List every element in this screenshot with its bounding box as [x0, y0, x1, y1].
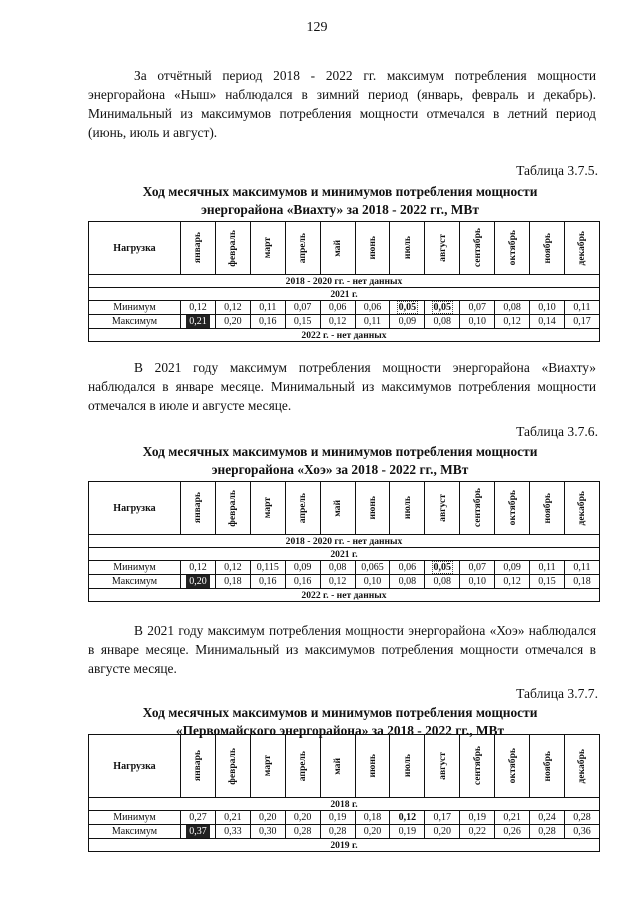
- value-cell: 0,07: [460, 301, 495, 315]
- value-cell: 0,22: [460, 825, 495, 839]
- value-cell: 0,09: [495, 561, 530, 575]
- table-label: Таблица 3.7.6.: [516, 424, 598, 439]
- month-header: август: [425, 735, 460, 798]
- value-cell: 0,08: [425, 315, 460, 329]
- month-header: март: [250, 735, 285, 798]
- value-cell: 0,12: [215, 301, 250, 315]
- load-header: Нагрузка: [89, 222, 181, 275]
- value-cell: 0,19: [390, 825, 425, 839]
- month-header: ноябрь: [530, 482, 565, 535]
- row-label-min: Минимум: [89, 561, 181, 575]
- load-header: Нагрузка: [89, 482, 181, 535]
- value-cell: 0,24: [530, 811, 565, 825]
- value-cell: 0,20: [250, 811, 285, 825]
- value-cell: 0,05: [425, 301, 460, 315]
- value-cell: 0,05: [390, 301, 425, 315]
- value-cell: 0,115: [250, 561, 285, 575]
- value-cell: 0,08: [425, 575, 460, 589]
- row-label-max: Максимум: [89, 825, 181, 839]
- month-header: январь: [181, 482, 216, 535]
- value-cell: 0,10: [460, 315, 495, 329]
- value-cell: 0,08: [495, 301, 530, 315]
- value-cell: 0,20: [215, 315, 250, 329]
- value-cell: 0,12: [181, 301, 216, 315]
- month-header: ноябрь: [530, 735, 565, 798]
- row-label-min: Минимум: [89, 811, 181, 825]
- value-cell: 0,27: [181, 811, 216, 825]
- value-cell: 0,26: [495, 825, 530, 839]
- value-cell: 0,36: [564, 825, 599, 839]
- table-pervomaisky: [88, 734, 600, 852]
- value-cell: 0,28: [285, 825, 320, 839]
- value-cell: 0,28: [564, 811, 599, 825]
- month-header: июнь: [355, 735, 390, 798]
- month-header: октябрь: [495, 735, 530, 798]
- value-cell: 0,06: [390, 561, 425, 575]
- month-header: июнь: [355, 222, 390, 275]
- value-cell: 0,12: [320, 315, 355, 329]
- value-cell: 0,07: [285, 301, 320, 315]
- value-cell: 0,20: [181, 575, 216, 589]
- table-row: [89, 561, 600, 575]
- table-label: Таблица 3.7.7.: [516, 686, 598, 701]
- table-viakhtu: [88, 221, 600, 342]
- section-row: 2018 - 2020 гг. - нет данных: [89, 275, 600, 288]
- table-header-row: [89, 735, 600, 798]
- month-header: август: [425, 482, 460, 535]
- value-cell: 0,17: [425, 811, 460, 825]
- section-row: 2021 г.: [89, 548, 600, 561]
- table-caption: [60, 183, 620, 219]
- value-cell: 0,10: [355, 575, 390, 589]
- value-cell: 0,11: [355, 315, 390, 329]
- value-cell: 0,28: [530, 825, 565, 839]
- value-cell: 0,15: [530, 575, 565, 589]
- paragraph-nysh: За отчётный период 2018 - 2022 гг. максимум потребления мощности энергорайона «Ныш» наблюдался в зимний период (январь, февраль и декабрь). Минимальный из максимумов потребления мощности отмечался в летний период (июнь, июль и август).: [88, 68, 596, 140]
- value-cell: 0,16: [250, 315, 285, 329]
- value-cell: 0,10: [530, 301, 565, 315]
- value-cell: 0,09: [390, 315, 425, 329]
- month-header: октябрь: [495, 222, 530, 275]
- month-header: июль: [390, 482, 425, 535]
- caption-line: Ход месячных максимумов и минимумов потребления мощности: [142, 705, 538, 720]
- month-header: декабрь: [564, 482, 599, 535]
- value-cell: 0,11: [564, 301, 599, 315]
- value-cell: 0,11: [564, 561, 599, 575]
- month-header: апрель: [285, 482, 320, 535]
- month-header: декабрь: [564, 735, 599, 798]
- value-cell: 0,30: [250, 825, 285, 839]
- page-number: 129: [306, 20, 328, 35]
- value-cell: 0,06: [355, 301, 390, 315]
- paragraph-khoe: В 2021 году максимум потребления мощности энергорайона «Хоэ» наблюдался в январе месяце. Минимальный из максимумов потребления мощности отмечался в августе месяце.: [88, 623, 596, 676]
- caption-line: энергорайона «Виахту» за 2018 - 2022 гг., МВт: [201, 202, 479, 217]
- month-header: февраль: [215, 735, 250, 798]
- value-cell: 0,21: [215, 811, 250, 825]
- value-cell: 0,12: [320, 575, 355, 589]
- value-cell: 0,14: [530, 315, 565, 329]
- value-cell: 0,17: [564, 315, 599, 329]
- value-cell: 0,28: [320, 825, 355, 839]
- table-khoe: [88, 481, 600, 602]
- month-header: июнь: [355, 482, 390, 535]
- month-header: декабрь: [564, 222, 599, 275]
- value-cell: 0,12: [495, 315, 530, 329]
- month-header: февраль: [215, 482, 250, 535]
- month-header: октябрь: [495, 482, 530, 535]
- month-header: март: [250, 482, 285, 535]
- month-header: февраль: [215, 222, 250, 275]
- value-cell: 0,09: [285, 561, 320, 575]
- value-cell: 0,12: [181, 561, 216, 575]
- load-header: Нагрузка: [89, 735, 181, 798]
- value-cell: 0,12: [215, 561, 250, 575]
- month-header: март: [250, 222, 285, 275]
- month-header: ноябрь: [530, 222, 565, 275]
- value-cell: 0,065: [355, 561, 390, 575]
- value-cell: 0,18: [215, 575, 250, 589]
- row-label-max: Максимум: [89, 575, 181, 589]
- month-header: январь: [181, 222, 216, 275]
- value-cell: 0,18: [355, 811, 390, 825]
- table-row: [89, 301, 600, 315]
- value-cell: 0,19: [320, 811, 355, 825]
- value-cell: 0,21: [181, 315, 216, 329]
- value-cell: 0,20: [285, 811, 320, 825]
- value-cell: 0,21: [495, 811, 530, 825]
- section-row: 2018 г.: [89, 798, 600, 811]
- table-row: [89, 315, 600, 329]
- section-row: 2019 г.: [89, 839, 600, 852]
- value-cell: 0,19: [460, 811, 495, 825]
- value-cell: 0,12: [390, 811, 425, 825]
- value-cell: 0,16: [285, 575, 320, 589]
- section-row: 2021 г.: [89, 288, 600, 301]
- paragraph-viakhtu: В 2021 году максимум потребления мощности энергорайона «Виахту» наблюдался в январе месяце. Минимальный из максимумов потребления мощности отмечался в июле и августе месяце.: [88, 360, 596, 413]
- month-header: август: [425, 222, 460, 275]
- table-row: [89, 575, 600, 589]
- section-row: 2022 г. - нет данных: [89, 589, 600, 602]
- value-cell: 0,05: [425, 561, 460, 575]
- table-row: [89, 811, 600, 825]
- value-cell: 0,11: [250, 301, 285, 315]
- value-cell: 0,10: [460, 575, 495, 589]
- value-cell: 0,08: [320, 561, 355, 575]
- value-cell: 0,18: [564, 575, 599, 589]
- caption-line: энергорайона «Хоэ» за 2018 - 2022 гг., МВт: [211, 462, 469, 477]
- value-cell: 0,07: [460, 561, 495, 575]
- value-cell: 0,33: [215, 825, 250, 839]
- value-cell: 0,06: [320, 301, 355, 315]
- row-label-min: Минимум: [89, 301, 181, 315]
- value-cell: 0,12: [495, 575, 530, 589]
- table-label: Таблица 3.7.5.: [516, 163, 598, 178]
- value-cell: 0,20: [355, 825, 390, 839]
- value-cell: 0,08: [390, 575, 425, 589]
- caption-line: Ход месячных максимумов и минимумов потребления мощности: [142, 184, 538, 199]
- caption-line: Ход месячных максимумов и минимумов потребления мощности: [142, 444, 538, 459]
- month-header: сентябрь: [460, 735, 495, 798]
- month-header: июль: [390, 222, 425, 275]
- month-header: июль: [390, 735, 425, 798]
- month-header: апрель: [285, 222, 320, 275]
- table-header-row: [89, 222, 600, 275]
- value-cell: 0,16: [250, 575, 285, 589]
- value-cell: 0,11: [530, 561, 565, 575]
- table-header-row: [89, 482, 600, 535]
- month-header: январь: [181, 735, 216, 798]
- value-cell: 0,37: [181, 825, 216, 839]
- month-header: сентябрь: [460, 482, 495, 535]
- row-label-max: Максимум: [89, 315, 181, 329]
- month-header: апрель: [285, 735, 320, 798]
- value-cell: 0,20: [425, 825, 460, 839]
- table-row: [89, 825, 600, 839]
- month-header: сентябрь: [460, 222, 495, 275]
- section-row: 2018 - 2020 гг. - нет данных: [89, 535, 600, 548]
- value-cell: 0,15: [285, 315, 320, 329]
- caption-line: «Первомайского энергорайона» за 2018 - 2022 гг., МВт: [175, 723, 505, 738]
- month-header: май: [320, 482, 355, 535]
- table-caption: [60, 443, 620, 479]
- month-header: май: [320, 735, 355, 798]
- month-header: май: [320, 222, 355, 275]
- section-row: 2022 г. - нет данных: [89, 329, 600, 342]
